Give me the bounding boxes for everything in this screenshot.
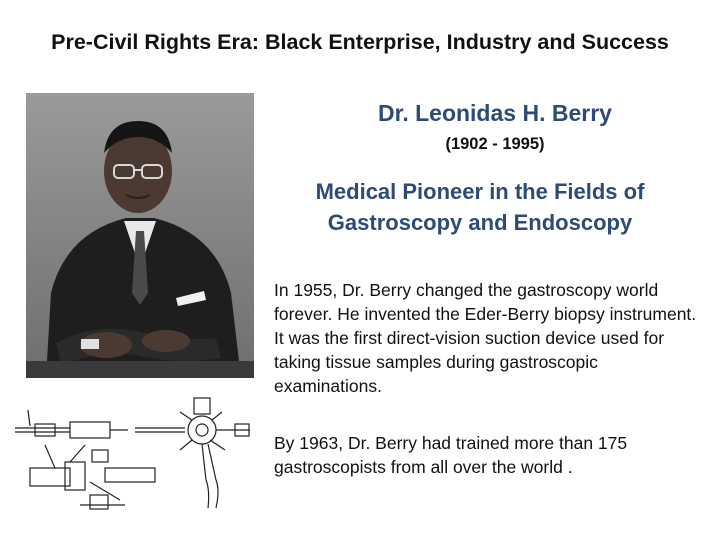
slide-title: Pre-Civil Rights Era: Black Enterprise, Industry and Success: [51, 30, 669, 54]
portrait-photo: [26, 93, 254, 378]
person-name: Dr. Leonidas H. Berry: [378, 100, 612, 126]
paragraph-invention: In 1955, Dr. Berry changed the gastroscopy world forever. He invented the Eder-Berry biopsy instrument. It was the first direct-vision suction device used for taking tissue samples during gastroscopic examinations.: [274, 280, 697, 396]
instrument-diagram: [10, 390, 265, 515]
subtitle: Medical Pioneer in the Fields of Gastroscopy and Endoscopy: [315, 179, 645, 235]
paragraph-training: By 1963, Dr. Berry had trained more than 175 gastroscopists from all over the world .: [274, 433, 628, 477]
life-years: (1902 - 1995): [445, 135, 545, 153]
